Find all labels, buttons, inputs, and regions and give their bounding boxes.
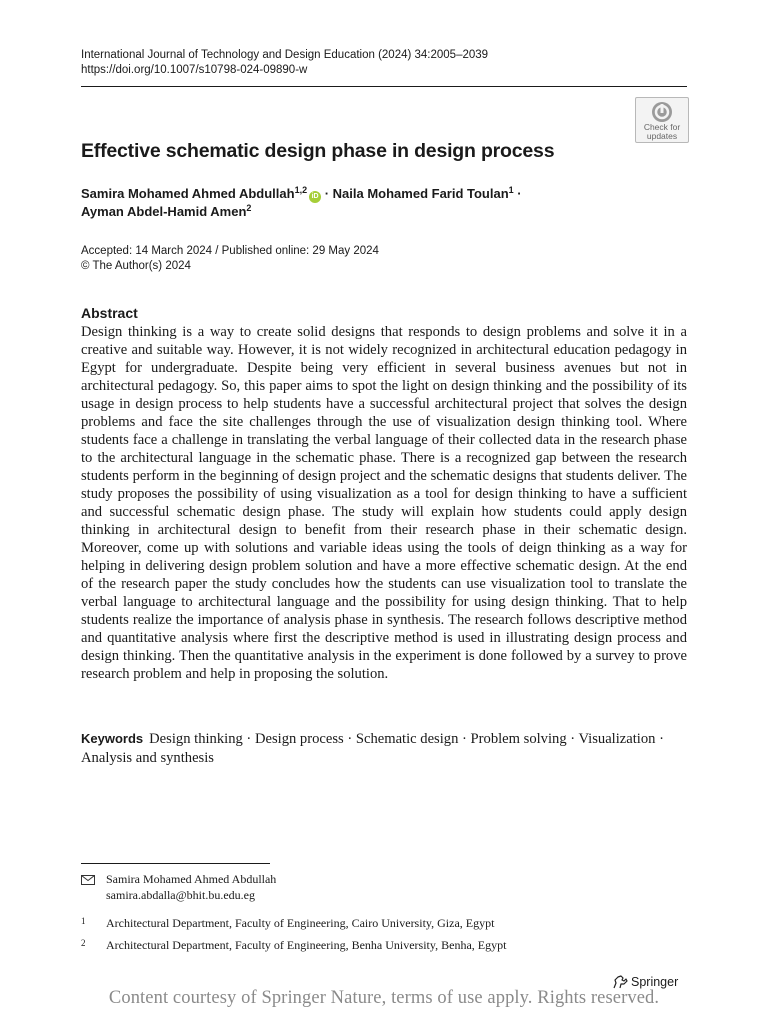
- affiliation-number: 2: [81, 938, 86, 948]
- affiliation-number: 1: [81, 916, 86, 926]
- keywords-list: Design thinking · Design process · Schematic design · Problem solving · Visualization · Analysis and synthesis: [81, 731, 664, 766]
- author-3-name[interactable]: Ayman Abdel-Hamid Amen: [81, 204, 247, 219]
- abstract-heading: Abstract: [81, 305, 138, 321]
- check-for-updates-badge[interactable]: [635, 97, 689, 143]
- author-3-affil: 2: [246, 203, 252, 213]
- affiliation-2: [81, 936, 506, 953]
- publication-dates: [81, 244, 379, 274]
- author-1-name[interactable]: Samira Mohamed Ahmed Abdullah: [81, 186, 295, 201]
- crossmark-icon: [651, 101, 673, 123]
- header-divider: [81, 86, 687, 87]
- orcid-icon[interactable]: iD: [309, 191, 321, 203]
- author-list: [81, 185, 687, 221]
- doi-link[interactable]: https://doi.org/10.1007/s10798-024-09890-w: [81, 64, 308, 76]
- keywords-label: Keywords: [81, 731, 144, 746]
- affiliation-text: Architectural Department, Faculty of Engineering, Benha University, Benha, Egypt: [106, 938, 507, 952]
- springer-horse-icon: [612, 975, 628, 989]
- footnote-divider: [81, 863, 270, 864]
- envelope-icon: [81, 875, 95, 885]
- author-2-affil: 1: [508, 185, 514, 195]
- corresponding-author: [81, 872, 276, 903]
- publisher-logo: [612, 975, 678, 989]
- author-separator: ·: [513, 186, 522, 201]
- corresponding-name: Samira Mohamed Ahmed Abdullah: [106, 872, 277, 886]
- crossmark-line1: Check for: [643, 122, 681, 132]
- journal-header: [81, 48, 687, 78]
- corresponding-email[interactable]: samira.abdalla@bhit.bu.edu.eg: [106, 887, 256, 902]
- author-2-name[interactable]: Naila Mohamed Farid Toulan: [332, 186, 509, 201]
- paper-title: Effective schematic design phase in design process: [81, 140, 555, 162]
- keywords-section: [81, 730, 687, 767]
- affiliation-text: Architectural Department, Faculty of Engineering, Cairo University, Giza, Egypt: [106, 916, 495, 930]
- abstract-body: Design thinking is a way to create solid designs that responds to design problems and solve it in a creative and suitable way. However, it is not widely recognized in architectural education pedagogy in Egypt for undergraduate. Despite being very efficient in several business avenues but not in architectural pedagogy. So, this paper aims to spot the light on design thinking and the possibility of its usage in design process to help students have a successful architectural project that solves the design problems and face the site challenges through the use of visualization design thinking tool. Where students face a challenge in translating the verbal language of their collected data in the research phase to the architectural language in the schematic phase. There is a recognized gap between the research students perform in the beginning of design project and the schematic designs that students deliver. The study proposes the possibility of using visualization as a tool for design thinking to have a sufficient and successful schematic design phase. The study will explain how students could apply design thinking in architectural design to benefit from their research phase in their schematic design. Moreover, come up with solutions and variable ideas using the tools of deign thinking as a way for helping in delivering design problem solution and have a more effective schematic design. At the end of the research paper the study concludes how the students can use visualization tool to translate the verbal language to architectural language and the possibility for using design thinking. That to help students realize the importance of analysis phase in synthesis. The research follows descriptive method and quantitative analysis where first the descriptive method is used in illustrating design process and design thinking. Then the quantitative analysis in the experiment is done followed by a survey to prove research problem and help in proposing the solution.: [81, 324, 687, 682]
- accepted-published-line: Accepted: 14 March 2024 / Published online: 29 May 2024: [81, 245, 379, 257]
- courtesy-watermark: Content courtesy of Springer Nature, terms of use apply. Rights reserved.: [108, 988, 660, 1008]
- affiliation-1: [81, 914, 494, 931]
- author-1-affil: 1,2: [294, 185, 308, 195]
- publisher-name: Springer: [631, 975, 679, 989]
- copyright-line: © The Author(s) 2024: [81, 260, 191, 272]
- crossmark-line2: updates: [646, 131, 678, 141]
- author-separator: ·: [321, 186, 333, 201]
- journal-citation: International Journal of Technology and Design Education (2024) 34:2005–2039: [81, 49, 489, 61]
